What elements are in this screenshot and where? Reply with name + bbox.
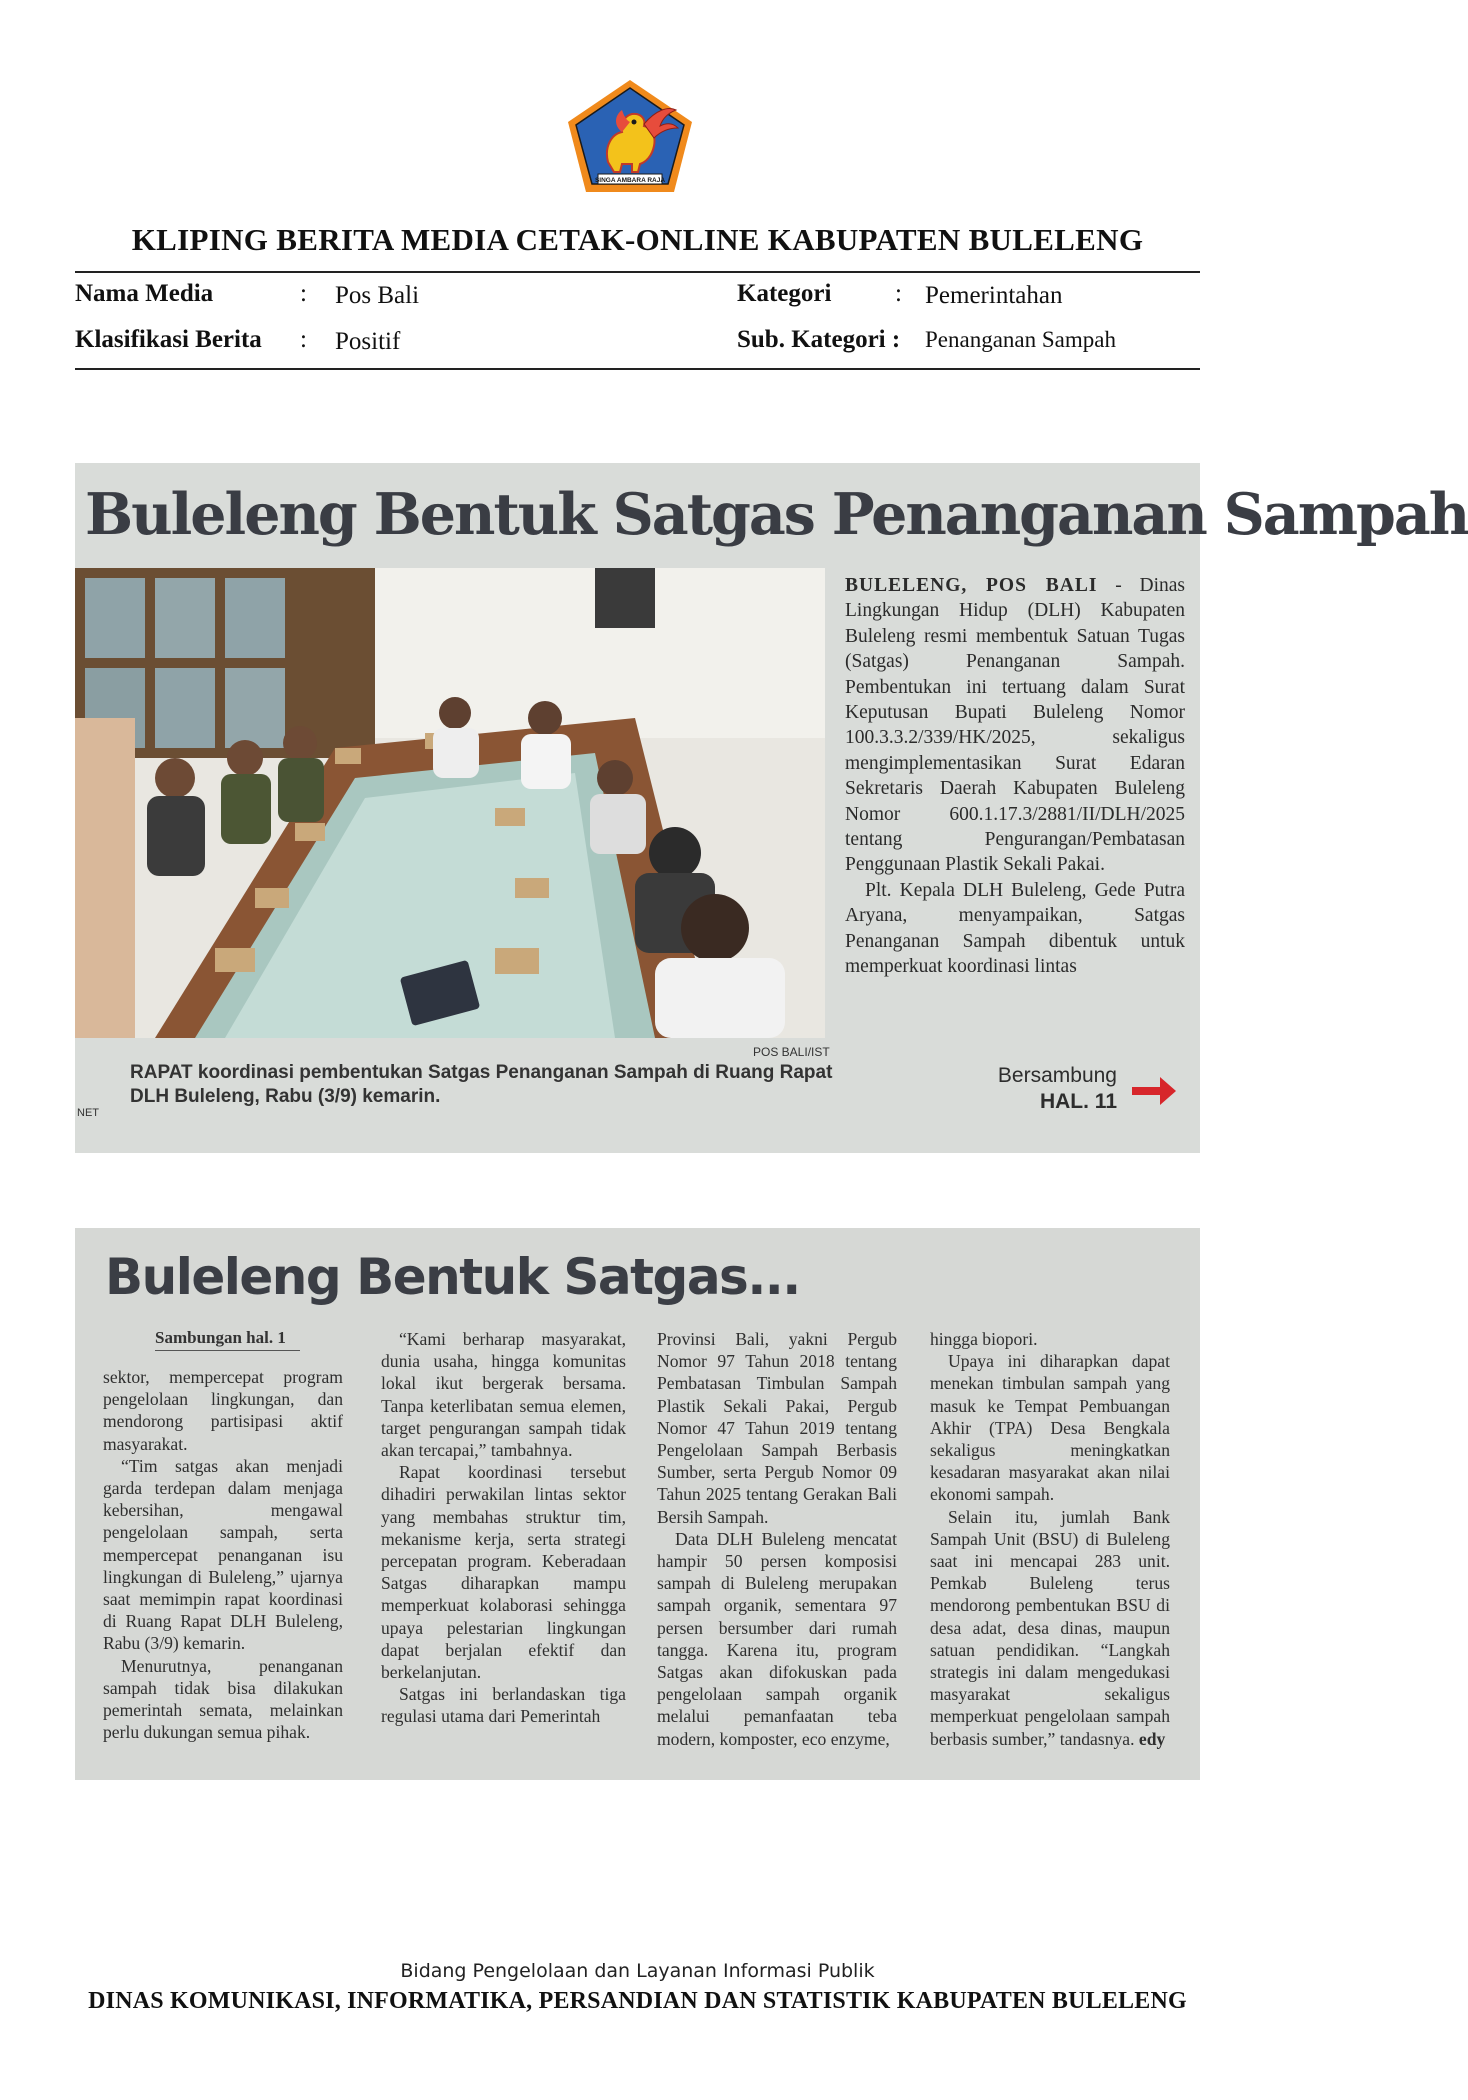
photo-credit: POS BALI/IST bbox=[753, 1045, 830, 1059]
divider-top bbox=[75, 271, 1200, 273]
col4-final-text: Selain itu, jumlah Bank Sampah Unit (BSU) di Buleleng saat ini mencapai 283 unit. Pemkab Buleleng terus mendorong pembentukan BSU di desa adat, desa dinas, maupun satuan pendidikan. “Langkah strategis ini dalam mengedukasi masyarakat sekaligus memperkuat pengelolaan sampah berbasis sumber,” tandasnya. bbox=[930, 1506, 1170, 1749]
media-label: Nama Media bbox=[75, 280, 214, 307]
dateline: BULELENG, POS BALI bbox=[845, 575, 1098, 596]
col3-paragraph: Data DLH Buleleng mencatat hampir 50 persen komposisi sampah di Buleleng merupakan sampah organik, sementara 97 persen bersumber dari rumah tangga. Karena itu, program Satgas akan difokuskan pada pengelolaan sampah organik melalui pemanfaatan teba modern, komposter, eco enzyme, bbox=[657, 1528, 897, 1749]
article-body-front bbox=[845, 573, 1185, 980]
klasifikasi-value: Positif bbox=[335, 328, 401, 355]
regency-logo bbox=[560, 76, 700, 196]
author-signature: edy bbox=[1138, 1728, 1166, 1749]
clipping-front-page bbox=[75, 463, 1468, 1153]
media-value: Pos Bali bbox=[335, 282, 420, 309]
col3-paragraph: Provinsi Bali, yakni Pergub Nomor 97 Tahun 2018 tentang Pembatasan Timbulan Sampah Plastik Sekali Pakai, Pergub Nomor 47 Tahun 2019 tentang Pengelolaan Sampah Berbasis Sumber, serta Pergub Nomor 09 Tahun 2025 tentang Gerakan Bali Bersih Sampah. bbox=[657, 1329, 897, 1527]
sambungan-label: Sambungan hal. 1 bbox=[155, 1328, 300, 1351]
continued-label: Bersambung bbox=[997, 1064, 1117, 1087]
meeting-photo bbox=[75, 568, 825, 1038]
continuation-headline: Buleleng Bentuk Satgas... bbox=[105, 1248, 800, 1306]
col4-paragraph: Upaya ini diharapkan dapat menekan timbulan sampah yang masuk ke Tempat Pembuangan Akhir (TPA) Desa Bengkala sekaligus meningkatkan kesadaran masyarakat akan nilai ekonomi sampah. bbox=[930, 1351, 1170, 1505]
kategori-colon: : bbox=[895, 280, 902, 307]
article-paragraph-1: - Dinas Lingkungan Hidup (DLH) Kabupaten Buleleng resmi membentuk Satuan Tugas (Satgas) Penanganan Sampah. Pembentukan ini tertuang dalam Surat Keputusan Bupati Buleleng Nomor 100.3.3.2/339/HK/2025, sekaligus mengimplementasikan Surat Edaran Sekretaris Daerah Kabupaten Buleleng Nomor 600.1.17.3/2881/II/DLH/2025 tentang Pengurangan/Pembatasan Penggunaan Plastik Sekali Pakai. bbox=[845, 575, 1185, 876]
column-1 bbox=[103, 1366, 343, 1743]
column-3 bbox=[657, 1328, 897, 1750]
continued-page: HAL. 11 bbox=[1039, 1090, 1117, 1113]
col2-paragraph: Rapat koordinasi tersebut dihadiri perwakilan lintas sektor yang membahas struktur tim, mekanisme kerja, serta strategi percepatan program. Keberadaan Satgas diharapkan mampu memperkuat kolaborasi sehingga upaya pelestarian lingkungan dapat berjalan efektif dan berkelanjutan. bbox=[381, 1462, 626, 1683]
column-4 bbox=[930, 1328, 1170, 1750]
kategori-value: Pemerintahan bbox=[925, 282, 1063, 309]
net-credit: NET bbox=[77, 1107, 99, 1119]
col1-paragraph: Menurutnya, penanganan sampah tidak bisa dilakukan pemerintah semata, melainkan perlu dukungan semua pihak. bbox=[103, 1655, 343, 1743]
column-2 bbox=[381, 1328, 626, 1728]
klasifikasi-label: Klasifikasi Berita bbox=[75, 326, 262, 353]
col4-paragraph: hingga biopori. bbox=[930, 1329, 1038, 1349]
klasifikasi-colon: : bbox=[300, 326, 307, 353]
col4-paragraph-last bbox=[930, 1506, 1170, 1750]
col1-paragraph: “Tim satgas akan menjadi garda terdepan dalam menjaga kebersihan, mengawal pengelolaan sampah, serta mempercepat penanganan isu lingkungan di Buleleng,” ujarnya saat memimpin rapat koordinasi di Ruang Rapat DLH Buleleng, Rabu (3/9) kemarin. bbox=[103, 1455, 343, 1654]
footer-division: Bidang Pengelolaan dan Layanan Informasi Publik bbox=[400, 1960, 875, 1982]
footer-agency: DINAS KOMUNIKASI, INFORMATIKA, PERSANDIAN DAN STATISTIK KABUPATEN BULELENG bbox=[88, 1988, 1187, 2014]
clipping-continuation bbox=[75, 1228, 1200, 1780]
logo-banner-text: SINGA AMBARA RAJA bbox=[594, 177, 666, 184]
subkategori-label: Sub. Kategori : bbox=[737, 326, 901, 353]
photo-caption: RAPAT koordinasi pembentukan Satgas Penanganan Sampah di Ruang Rapat DLH Buleleng, Rabu (3/9) kemarin. bbox=[130, 1062, 833, 1107]
document-title: KLIPING BERITA MEDIA CETAK-ONLINE KABUPATEN BULELENG bbox=[131, 222, 1144, 257]
singa-ambara-raja-crest-icon bbox=[560, 76, 700, 196]
col1-paragraph: sektor, mempercepat program pengelolaan lingkungan, dan mendorong partisipasi aktif masyarakat. bbox=[103, 1367, 343, 1454]
media-colon: : bbox=[300, 280, 307, 307]
divider-bottom bbox=[75, 368, 1200, 370]
subkategori-value: Penanganan Sampah bbox=[925, 327, 1116, 352]
kategori-label: Kategori bbox=[737, 280, 832, 307]
clipping-headline: Buleleng Bentuk Satgas Penanganan Sampah bbox=[85, 481, 1468, 548]
col2-paragraph: “Kami berharap masyarakat, dunia usaha, hingga komunitas lokal ikut bergerak bersama. Tanpa keterlibatan semua elemen, target pengurangan sampah tidak akan tercapai,” tambahnya. bbox=[381, 1329, 626, 1461]
article-paragraph-2: Plt. Kepala DLH Buleleng, Gede Putra Aryana, menyampaikan, Satgas Penanganan Sampah dibentuk untuk memperkuat koordinasi lintas bbox=[845, 879, 1185, 978]
col2-paragraph: Satgas ini berlandaskan tiga regulasi utama dari Pemerintah bbox=[381, 1684, 626, 1727]
arrow-right-icon bbox=[1130, 1073, 1178, 1109]
